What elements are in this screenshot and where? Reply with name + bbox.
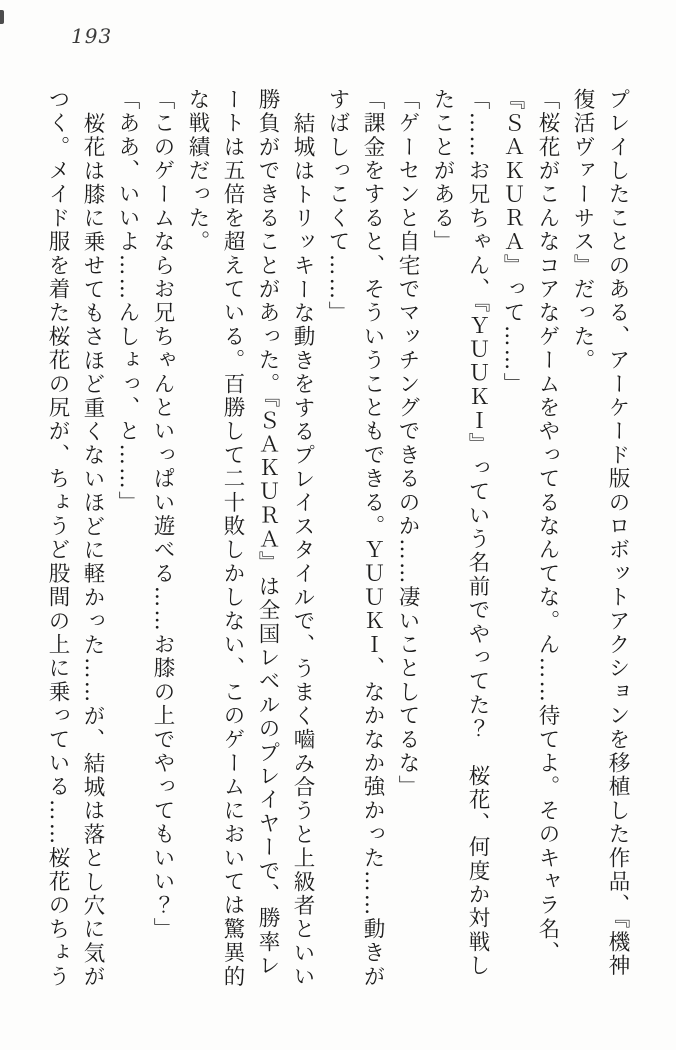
text-column: 『ＳＡＫＵＲＡ』って……」 <box>500 88 525 397</box>
text-column: 「課金をすると、そういうこともできる。ＹＵＵＫＩ、なかなか強かった……動きが <box>360 88 385 989</box>
text-column: 復活ヴァーサス』だった。 <box>570 88 595 373</box>
vertical-text-block <box>40 88 635 1003</box>
text-column: 「……お兄ちゃん、『ＹＵＵＫＩ』っていう名前でやってた？ 桜花、何度か対戦し <box>465 88 490 978</box>
text-column: 「ああ、いいよ……んしょっ、と……」 <box>115 88 140 515</box>
page-number: 193 <box>71 24 113 48</box>
text-column: 「このゲームならお兄ちゃんといっぱい遊べる……お膝の上でやってもいい？」 <box>150 88 175 942</box>
text-column: たことがある」 <box>430 88 455 254</box>
text-column: ートは五倍を超えている。百勝して二十敗しかしない、このゲームにおいては驚異的 <box>220 88 245 989</box>
text-column: 「桜花がこんなコアなゲームをやってるなんてな。ん……待てよ。そのキャラ名、 <box>535 88 560 965</box>
scan-artifact <box>0 10 4 24</box>
text-column: 勝負ができることがあった。『ＳＡＫＵＲＡ』は全国レベルのプレイヤーで、勝率レ <box>255 88 280 978</box>
text-column: 「ゲーセンと自宅でマッチングできるのか……凄いことしてるな」 <box>395 88 420 799</box>
text-column: プレイしたことのある、アーケード版のロボットアクションを移植した作品、『機神 <box>605 88 630 978</box>
text-column: な戦績だった。 <box>185 88 210 254</box>
text-column: 桜花は膝に乗せてもさほど重くないほどに軽かった……が、結城は落とし穴に気が <box>80 111 105 989</box>
text-column: つく。メイド服を着た桜花の尻が、ちょうど股間の上に乗っている……桜花のちょう <box>45 88 70 989</box>
text-column: 結城はトリッキーな動きをするプレイスタイルで、うまく嚙み合うと上級者といい <box>290 111 315 989</box>
text-column: すばしっこくて……」 <box>325 88 350 325</box>
